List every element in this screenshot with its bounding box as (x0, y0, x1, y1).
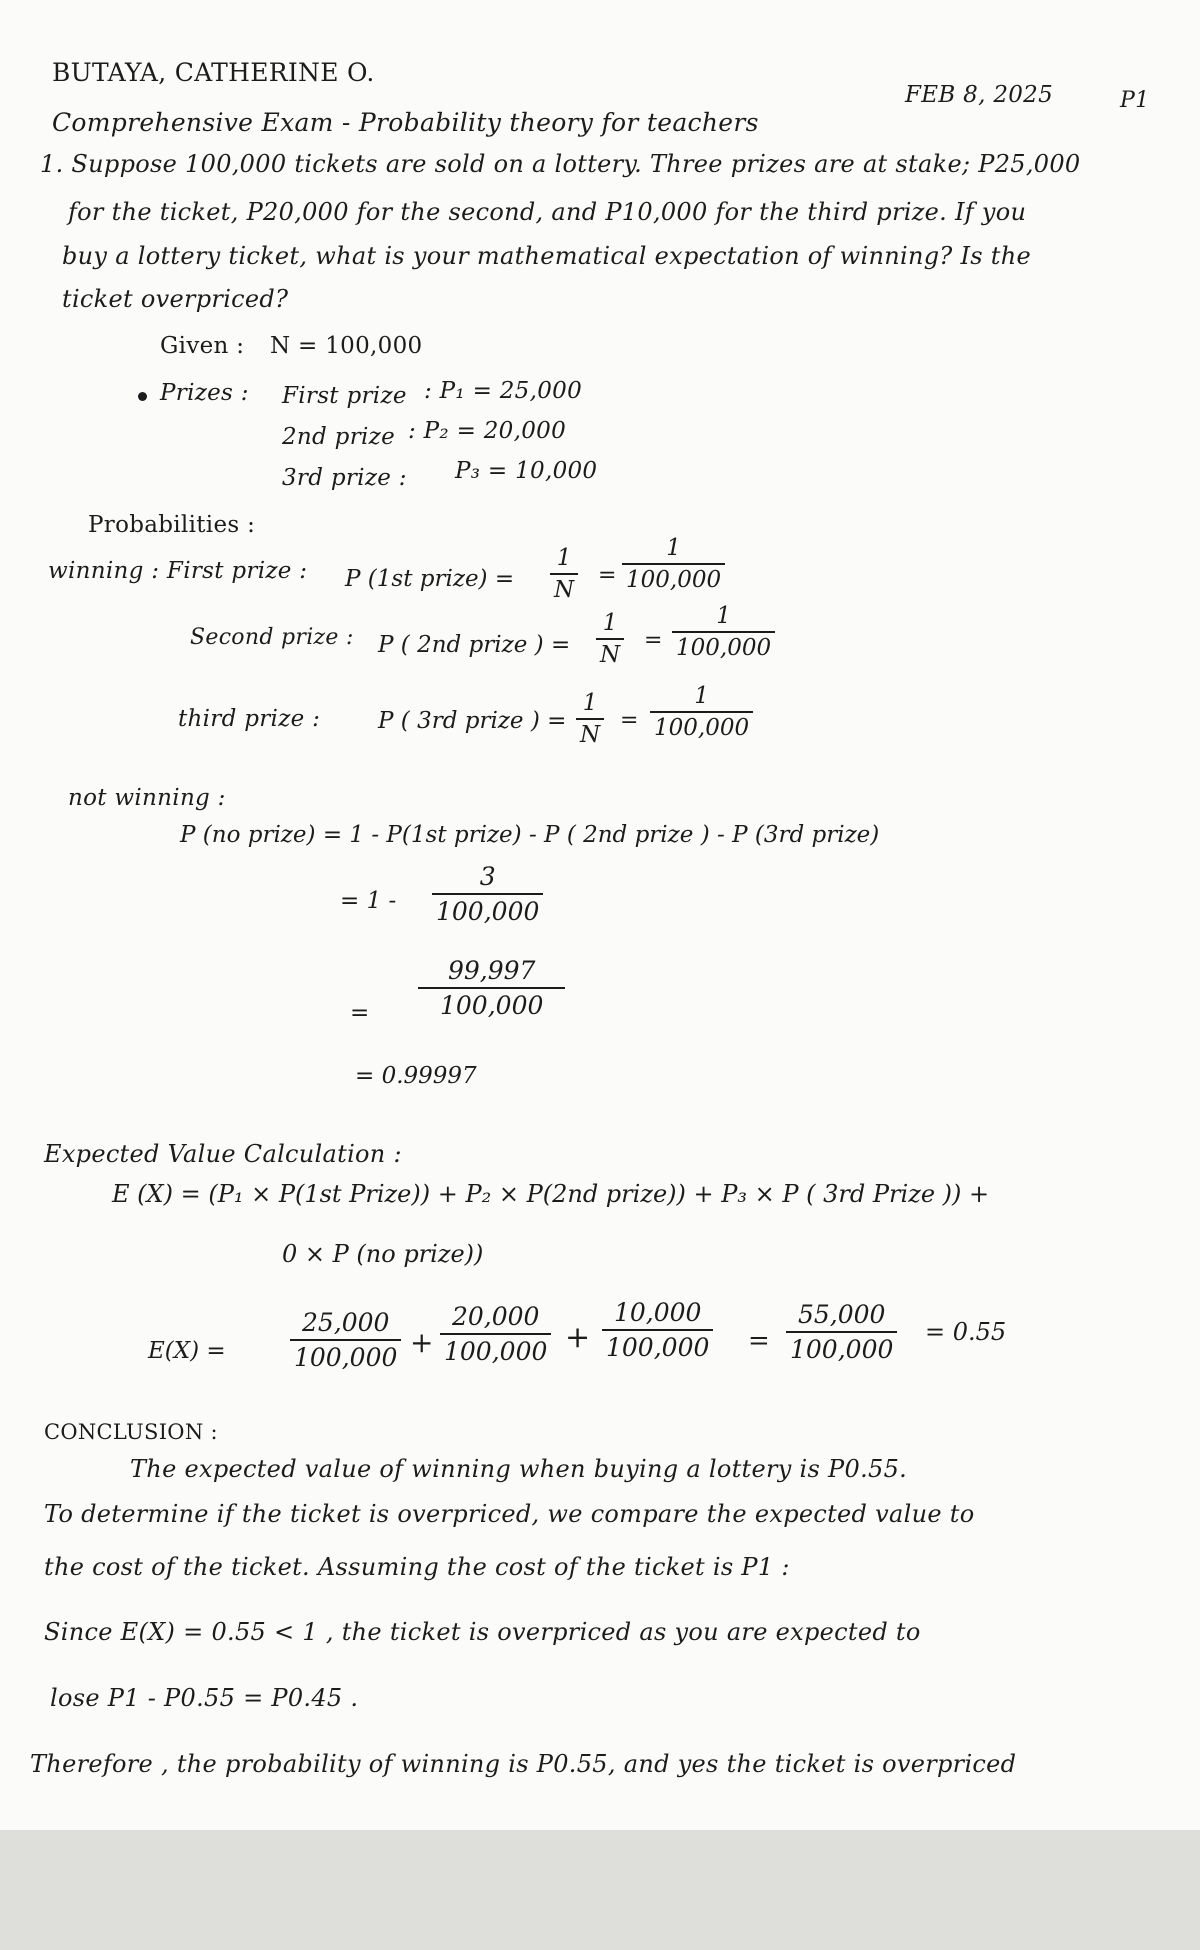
prize-3-value: P₃ = 10,000 (455, 458, 598, 484)
date-label: FEB 8, 2025 (905, 82, 1054, 108)
eq-sign: = (620, 708, 639, 733)
expected-value-heading: Expected Value Calculation : (44, 1140, 402, 1168)
prize-2-name: 2nd prize (282, 424, 395, 450)
eq-sign: = (644, 628, 663, 653)
no-prize-step-1-prefix: = 1 - (340, 888, 397, 914)
conclusion-heading: CONCLUSION : (44, 1420, 218, 1444)
problem-line-1: 1. Suppose 100,000 tickets are sold on a lottery. Three prizes are at stake; P25,000 (40, 150, 1081, 178)
first-prize-expr: P (1st prize) = (345, 566, 515, 592)
ex-label: E(X) = (148, 1338, 226, 1364)
not-winning-label: not winning : (68, 785, 226, 811)
probabilities-heading: Probabilities : (88, 512, 256, 538)
prize-1-value: : P₁ = 25,000 (424, 378, 583, 404)
ex-fraction-2: $\frac{20,000}{100,000}$ (440, 1302, 551, 1366)
third-1-over-n: $\frac{1}{N}$ (576, 690, 604, 748)
equals-sign: = (748, 1326, 770, 1356)
winning-label: winning : First prize : (48, 558, 308, 584)
second-1-over-100000: $\frac{1}{100,000}$ (672, 603, 775, 661)
background-surface (0, 1830, 1200, 1950)
third-prize-label: third prize : (178, 706, 321, 732)
no-prize-step-2-fraction: $\frac{99,997}{100,000}$ (418, 956, 565, 1020)
eq-sign: = (598, 563, 617, 588)
prize-2-value: : P₂ = 20,000 (408, 418, 567, 444)
second-prize-label: Second prize : (190, 625, 354, 650)
exam-title: Comprehensive Exam - Probability theory for teachers (52, 108, 759, 137)
no-prize-step-1-fraction: $\frac{3}{100,000}$ (432, 862, 543, 926)
plus-sign: + (410, 1326, 434, 1359)
third-prize-expr: P ( 3rd prize ) = (378, 708, 567, 734)
no-prize-step-2-prefix: = (350, 1000, 370, 1026)
problem-line-4: ticket overpriced? (62, 285, 289, 313)
no-prize-expr: P (no prize) = 1 - P(1st prize) - P ( 2nd prize ) - P (3rd prize) (180, 822, 880, 848)
given-n: N = 100,000 (270, 333, 423, 359)
first-1-over-n: $\frac{1}{N}$ (550, 545, 578, 603)
conclusion-line-4: Since E(X) = 0.55 < 1 , the ticket is overpriced as you are expected to (44, 1618, 921, 1646)
prize-3-name: 3rd prize : (282, 465, 407, 491)
ex-fraction-sum: $\frac{55,000}{100,000}$ (786, 1300, 897, 1364)
prize-1-name: First prize (282, 383, 407, 409)
conclusion-line-2: To determine if the ticket is overpriced, we compare the expected value to (44, 1500, 975, 1528)
plus-sign: + (565, 1320, 591, 1355)
third-1-over-100000: $\frac{1}{100,000}$ (650, 683, 753, 741)
expected-formula-line-1: E (X) = (P₁ × P(1st Prize)) + P₂ × P(2nd prize)) + P₃ × P ( 3rd Prize )) + (112, 1180, 990, 1208)
second-prize-expr: P ( 2nd prize ) = (378, 632, 571, 658)
page-number: P1 (1120, 88, 1150, 113)
student-name: BUTAYA, CATHERINE O. (52, 58, 375, 87)
second-1-over-n: $\frac{1}{N}$ (596, 610, 624, 668)
bullet-icon (138, 392, 147, 401)
ex-fraction-1: $\frac{25,000}{100,000}$ (290, 1308, 401, 1372)
ex-result: = 0.55 (925, 1318, 1007, 1346)
expected-formula-line-2: 0 × P (no prize)) (282, 1240, 484, 1268)
no-prize-step-3: = 0.99997 (355, 1063, 477, 1089)
conclusion-line-6: Therefore , the probability of winning is P0.55, and yes the ticket is overpriced (30, 1750, 1017, 1778)
prizes-label: Prizes : (160, 380, 249, 406)
conclusion-line-3: the cost of the ticket. Assuming the cost of the ticket is P1 : (44, 1553, 790, 1581)
ex-fraction-3: $\frac{10,000}{100,000}$ (602, 1298, 713, 1362)
conclusion-line-5: lose P1 - P0.55 = P0.45 . (50, 1684, 359, 1712)
problem-line-3: buy a lottery ticket, what is your mathematical expectation of winning? Is the (62, 242, 1031, 270)
problem-line-2: for the ticket, P20,000 for the second, and P10,000 for the third prize. If you (68, 198, 1027, 226)
given-label: Given : (160, 333, 245, 359)
first-1-over-100000: $\frac{1}{100,000}$ (622, 535, 725, 593)
conclusion-line-1: The expected value of winning when buying a lottery is P0.55. (130, 1455, 908, 1483)
